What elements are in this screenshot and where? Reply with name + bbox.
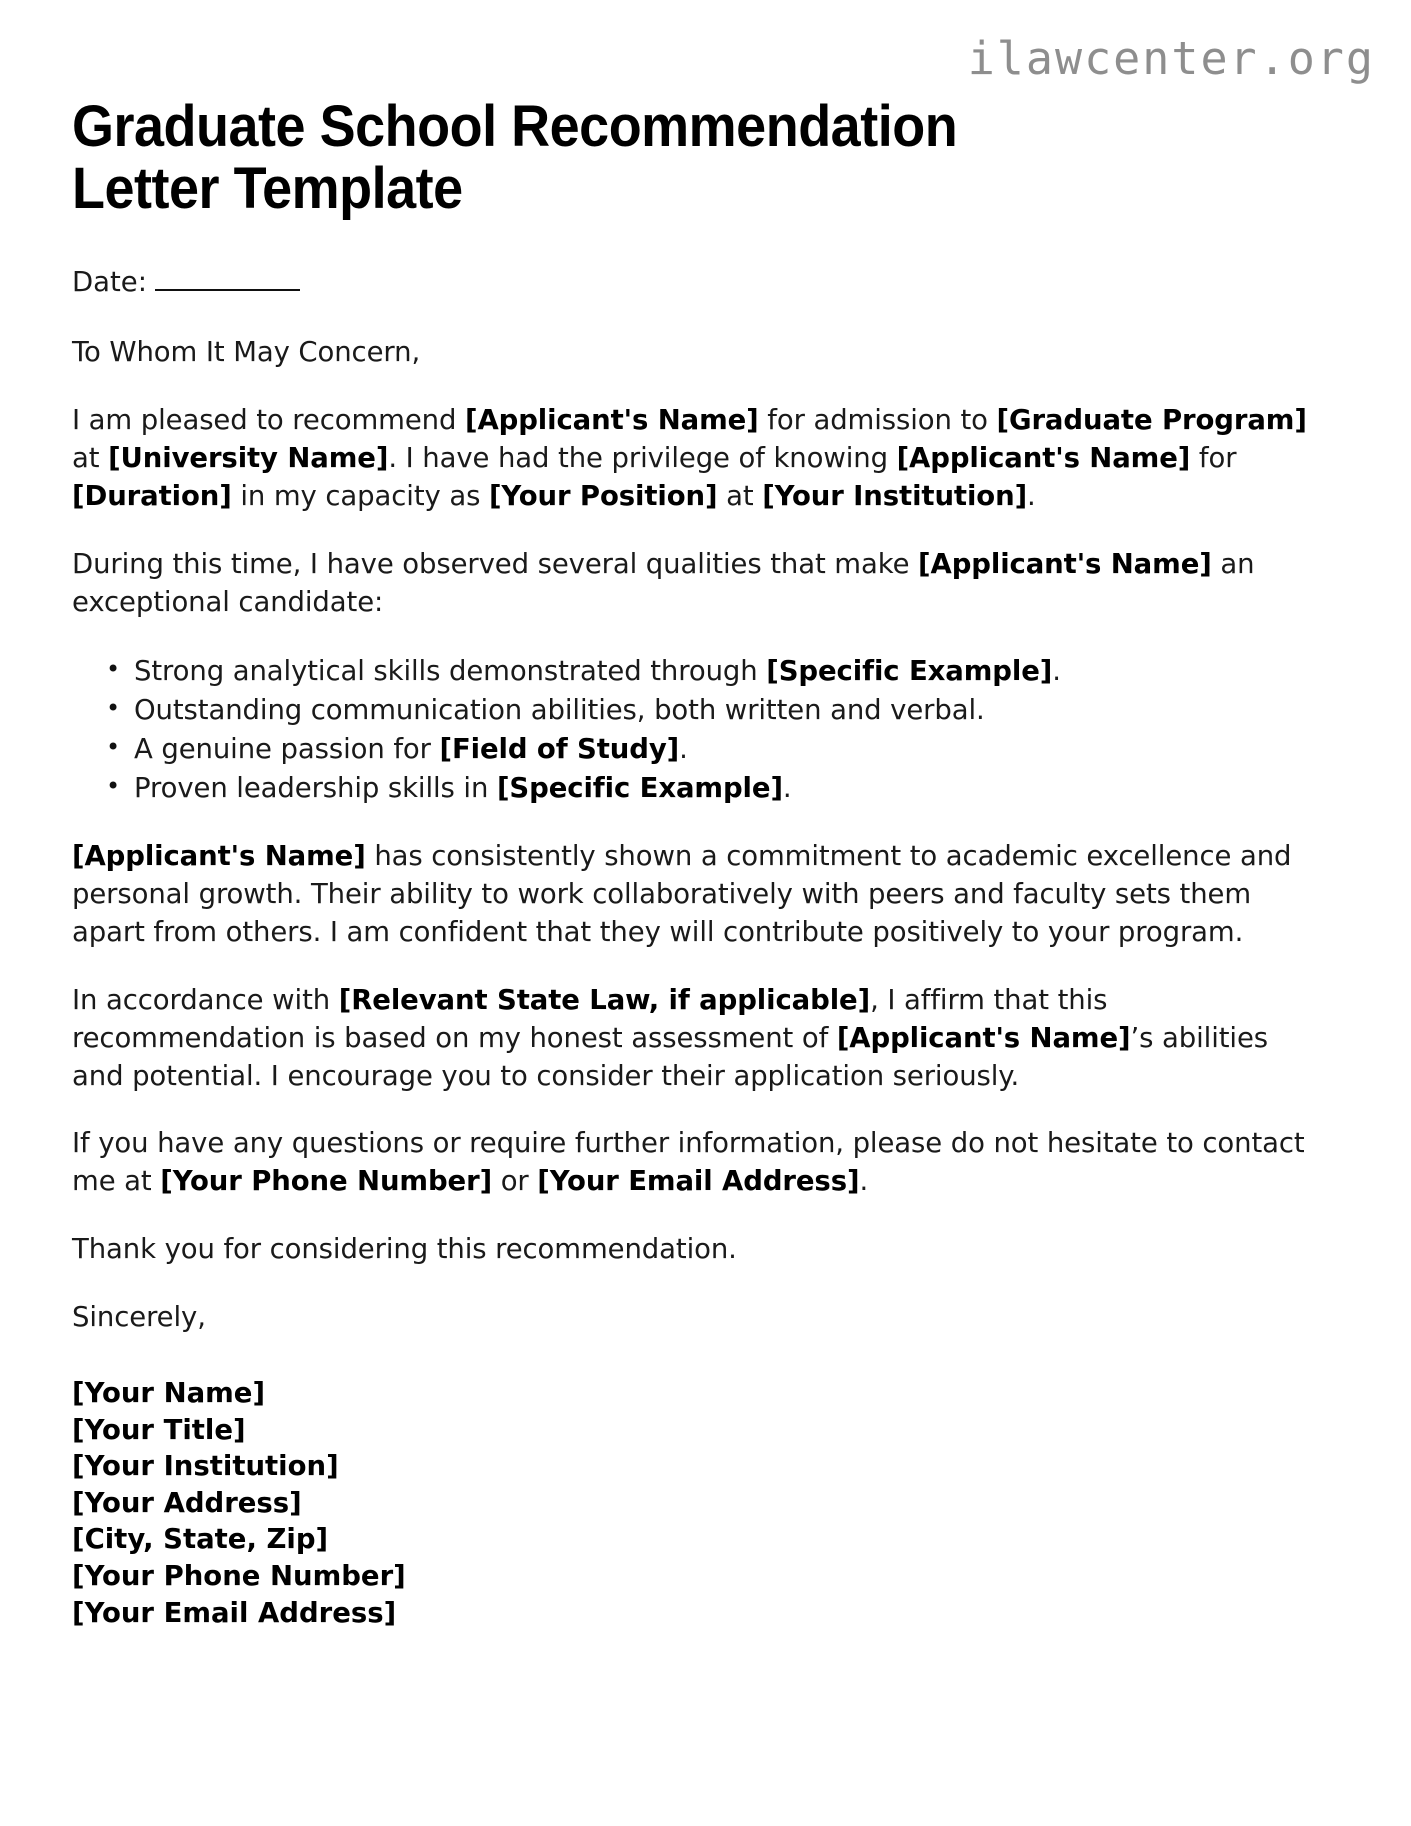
- placeholder-your-phone-number-2: [Your Phone Number]: [72, 1560, 406, 1593]
- legal-text-3: ’s abilities and potential. I encourage you to consider their application seriously.: [72, 1021, 1269, 1092]
- date-blank-line[interactable]: [155, 267, 300, 291]
- date-field-row: [72, 264, 1317, 302]
- placeholder-specific-example-2: [Specific Example]: [496, 771, 783, 804]
- document-content: [72, 96, 1317, 1631]
- page-title: Graduate School Recommendation Letter Template: [72, 94, 958, 222]
- placeholder-applicant-name-1: [Applicant's Name]: [464, 403, 759, 436]
- intro-text-3: at: [72, 441, 109, 474]
- placeholder-duration: [Duration]: [72, 479, 232, 512]
- placeholder-applicant-name-3: [Applicant's Name]: [918, 547, 1212, 580]
- placeholder-relevant-state-law: [Relevant State Law, if applicable]: [338, 983, 871, 1016]
- paragraph-closing-praise: [72, 838, 1317, 952]
- paragraph-legal-affirmation: [72, 982, 1317, 1096]
- placeholder-your-email-address-2: [Your Email Address]: [72, 1596, 397, 1629]
- intro-text-4: . I have had the privilege of knowing: [388, 441, 897, 474]
- placeholder-your-address: [Your Address]: [72, 1486, 302, 1519]
- paragraph-qualities-lead: [72, 546, 1317, 622]
- placeholder-applicant-name-4: [Applicant's Name]: [72, 839, 366, 872]
- site-watermark: ilawcenter.org: [967, 32, 1375, 85]
- intro-text-6: in my capacity as: [231, 479, 489, 512]
- quality-tail-1: .: [1052, 654, 1061, 687]
- placeholder-your-title: [Your Title]: [72, 1413, 246, 1446]
- paragraph-thanks: [72, 1231, 1317, 1269]
- placeholder-your-name: [Your Name]: [72, 1377, 266, 1410]
- placeholder-graduate-program: [Graduate Program]: [996, 403, 1307, 436]
- list-item: [134, 691, 1317, 730]
- intro-text-1: I am pleased to recommend: [72, 403, 465, 436]
- placeholder-applicant-name-5: [Applicant's Name]: [836, 1021, 1131, 1054]
- placeholder-specific-example-1: [Specific Example]: [766, 654, 1053, 687]
- sign-off: [72, 1299, 1317, 1337]
- list-item: [134, 769, 1317, 808]
- salutation-text: To Whom It May Concern,: [72, 336, 421, 369]
- quality-tail-4: .: [782, 771, 792, 804]
- placeholder-your-position: [Your Position]: [488, 479, 718, 512]
- paragraph-contact: [72, 1125, 1317, 1201]
- list-item: [134, 652, 1317, 691]
- placeholder-field-of-study: [Field of Study]: [439, 732, 680, 765]
- quality-tail-3: .: [679, 732, 688, 765]
- intro-text-2: for admission to: [758, 403, 997, 436]
- date-label: Date:: [72, 266, 147, 299]
- placeholder-university-name: [University Name]: [108, 441, 389, 474]
- placeholder-your-email-address-1: [Your Email Address]: [537, 1165, 860, 1198]
- placeholder-your-phone-number-1: [Your Phone Number]: [160, 1165, 493, 1198]
- legal-text-1: In accordance with: [72, 983, 339, 1016]
- closing-praise-text: has consistently shown a commitment to academic excellence and personal growth. Their ability to work collaboratively with peers and faculty sets them apart from others. I am confident that they will contribute positively to your program.: [72, 839, 1292, 948]
- placeholder-city-state-zip: [City, State, Zip]: [72, 1523, 329, 1556]
- intro-text-8: .: [1027, 479, 1036, 512]
- quality-text-2: Outstanding communication abilities, both written and verbal.: [134, 693, 985, 726]
- qualities-list: [72, 652, 1317, 808]
- quality-text-4: Proven leadership skills in: [134, 771, 497, 804]
- quality-text-1: Strong analytical skills demonstrated through: [134, 654, 767, 687]
- sign-off-text: Sincerely,: [72, 1301, 206, 1334]
- salutation: [72, 334, 1317, 372]
- intro-text-5: for: [1190, 441, 1237, 474]
- placeholder-applicant-name-2: [Applicant's Name]: [896, 441, 1191, 474]
- thanks-text: Thank you for considering this recommendation.: [72, 1233, 737, 1266]
- placeholder-your-institution-2: [Your Institution]: [72, 1450, 339, 1483]
- list-item: [134, 730, 1317, 769]
- contact-text-2: or: [492, 1165, 538, 1198]
- placeholder-your-institution-1: [Your Institution]: [762, 479, 1028, 512]
- contact-text-1: If you have any questions or require further information, please do not hesitate to contact me at: [72, 1127, 1305, 1198]
- legal-text-2: , I affirm that this recommendation is based on my honest assessment of: [72, 983, 1108, 1054]
- signature-block: [72, 1375, 1317, 1631]
- quality-text-3: A genuine passion for: [134, 732, 440, 765]
- contact-text-3: .: [859, 1165, 869, 1198]
- paragraph-intro: [72, 402, 1317, 516]
- qualities-lead-text-2: an exceptional candidate:: [72, 547, 1255, 618]
- qualities-lead-text-1: During this time, I have observed several qualities that make: [72, 547, 919, 580]
- intro-text-7: at: [717, 479, 763, 512]
